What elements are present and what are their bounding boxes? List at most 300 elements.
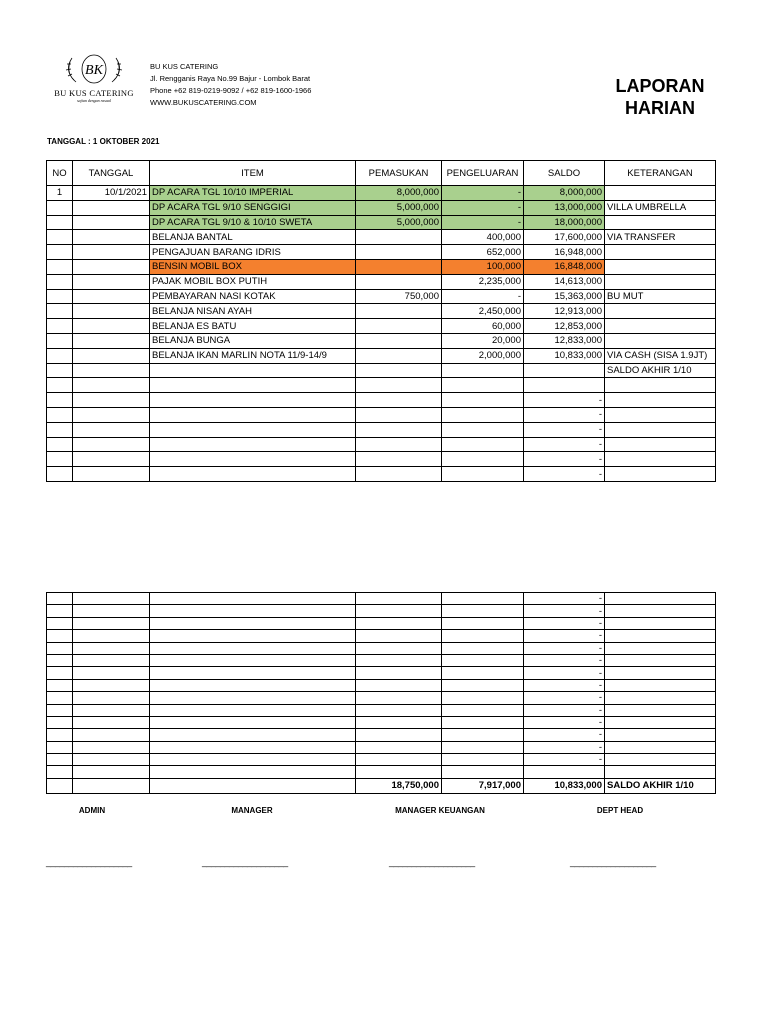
continuation-table (46, 592, 716, 794)
cell-tanggal (73, 452, 150, 467)
cell-pengeluaran (442, 593, 524, 605)
cell-pengeluaran (442, 437, 524, 452)
cell-tanggal (73, 348, 150, 363)
cell-pengeluaran (442, 654, 524, 666)
cell-item (150, 452, 356, 467)
cell-pengeluaran (442, 393, 524, 408)
cell-tanggal (73, 729, 150, 741)
cell-pengeluaran (442, 407, 524, 422)
cell-pemasukan (356, 467, 442, 482)
signature-line-dept-head: ___________________ (570, 857, 656, 867)
cell-item (150, 642, 356, 654)
cell-pemasukan (356, 333, 442, 348)
cell-saldo (524, 378, 605, 393)
table-row (47, 617, 716, 629)
cell-pengeluaran: 2,450,000 (442, 304, 524, 319)
cell-no (47, 452, 73, 467)
cell-pemasukan (356, 259, 442, 274)
cell-tanggal (73, 363, 150, 378)
cell-item (150, 593, 356, 605)
table-row (47, 716, 716, 728)
cell-tanggal (73, 679, 150, 691)
table-row (47, 289, 716, 304)
cell-pengeluaran (442, 766, 524, 778)
transaction-table (46, 160, 716, 482)
cell-pengeluaran: 652,000 (442, 245, 524, 260)
cell-item (150, 363, 356, 378)
cell-pengeluaran (442, 605, 524, 617)
cell-no (47, 407, 73, 422)
cell-item (150, 754, 356, 766)
company-logo (46, 52, 142, 104)
cell-keterangan: VIA CASH (SISA 1.9JT) (605, 348, 716, 363)
table-row (47, 467, 716, 482)
cell-pemasukan (356, 729, 442, 741)
cell-saldo: - (524, 716, 605, 728)
cell-saldo: 12,913,000 (524, 304, 605, 319)
logo-name: BU KUS CATERING (54, 88, 134, 98)
cell-no (47, 333, 73, 348)
cell-saldo: - (524, 667, 605, 679)
cell-no (47, 259, 73, 274)
cell-tanggal (73, 692, 150, 704)
cell-saldo: - (524, 630, 605, 642)
table-row (47, 186, 716, 201)
signature-label-manager-keuangan: MANAGER KEUANGAN (395, 806, 485, 815)
cell-keterangan (605, 605, 716, 617)
cell-saldo: 14,613,000 (524, 274, 605, 289)
cell-keterangan (605, 304, 716, 319)
cell-pemasukan (356, 667, 442, 679)
cell-tanggal (73, 259, 150, 274)
table-row (47, 654, 716, 666)
cell-pengeluaran: - (442, 186, 524, 201)
cell-pemasukan (356, 754, 442, 766)
cell-pengeluaran: 20,000 (442, 333, 524, 348)
cell-saldo: - (524, 729, 605, 741)
cell-pemasukan (356, 617, 442, 629)
cell-no (47, 692, 73, 704)
cell-no (47, 422, 73, 437)
cell-item (150, 605, 356, 617)
cell-keterangan (605, 593, 716, 605)
cell-item (150, 617, 356, 629)
cell-saldo: - (524, 704, 605, 716)
signature-label-admin: ADMIN (78, 806, 106, 815)
cell-item: DP ACARA TGL 9/10 & 10/10 SWETA (150, 215, 356, 230)
cell-tanggal (73, 407, 150, 422)
cell-no (47, 617, 73, 629)
signature-line-manager-keuangan: ___________________ (389, 857, 475, 867)
cell-no (47, 654, 73, 666)
cell-tanggal (73, 437, 150, 452)
cell-saldo: - (524, 605, 605, 617)
cell-saldo: - (524, 679, 605, 691)
cell-pengeluaran (442, 692, 524, 704)
cell-keterangan (605, 716, 716, 728)
cell-tanggal (73, 766, 150, 778)
cell-pengeluaran (442, 642, 524, 654)
table-row (47, 259, 716, 274)
table-row (47, 378, 716, 393)
cell-pemasukan (356, 437, 442, 452)
table-row (47, 452, 716, 467)
cell-pemasukan (356, 630, 442, 642)
cell-tanggal (73, 378, 150, 393)
cell-pemasukan (356, 593, 442, 605)
cell-item: DP ACARA TGL 10/10 IMPERIAL (150, 186, 356, 201)
cell-saldo: 10,833,000 (524, 348, 605, 363)
cell-no (47, 363, 73, 378)
total-pengeluaran: 7,917,000 (442, 778, 524, 793)
cell-keterangan (605, 667, 716, 679)
table-row (47, 245, 716, 260)
cell-pemasukan: 8,000,000 (356, 186, 442, 201)
cell-tanggal: 10/1/2021 (73, 186, 150, 201)
cell-item (150, 654, 356, 666)
cell-item: DP ACARA TGL 9/10 SENGGIGI (150, 200, 356, 215)
cell-saldo: - (524, 593, 605, 605)
cell-tanggal (73, 654, 150, 666)
cell-keterangan (605, 642, 716, 654)
cell-pemasukan (356, 452, 442, 467)
cell-saldo: - (524, 407, 605, 422)
cell-no: 1 (47, 186, 73, 201)
cell-tanggal (73, 333, 150, 348)
cell-tanggal (73, 393, 150, 408)
col-header-pengeluaran: PENGELUARAN (442, 161, 524, 186)
table-row (47, 692, 716, 704)
cell-pengeluaran (442, 363, 524, 378)
logo-monogram: BK (85, 63, 103, 78)
cell-pemasukan (356, 766, 442, 778)
cell-item (150, 393, 356, 408)
table-row (47, 437, 716, 452)
cell-keterangan (605, 729, 716, 741)
cell-no (47, 348, 73, 363)
cell-saldo: 18,000,000 (524, 215, 605, 230)
cell-no (47, 215, 73, 230)
cell-no (47, 667, 73, 679)
cell-tanggal (73, 617, 150, 629)
cell-pemasukan (356, 348, 442, 363)
table-row (47, 766, 716, 778)
cell-pemasukan (356, 716, 442, 728)
cell-saldo: - (524, 467, 605, 482)
cell-saldo: - (524, 654, 605, 666)
cell-pemasukan (356, 230, 442, 245)
cell-keterangan (605, 422, 716, 437)
cell-pemasukan: 5,000,000 (356, 215, 442, 230)
total-saldo: 10,833,000 (524, 778, 605, 793)
cell-saldo: 15,363,000 (524, 289, 605, 304)
table-row (47, 333, 716, 348)
cell-no (47, 289, 73, 304)
cell-no (47, 630, 73, 642)
cell-pemasukan: 750,000 (356, 289, 442, 304)
cell-no (47, 467, 73, 482)
cell-tanggal (73, 667, 150, 679)
table-header-row (47, 161, 716, 186)
cell-no (47, 754, 73, 766)
table-row (47, 593, 716, 605)
cell-pemasukan (356, 378, 442, 393)
cell-keterangan (605, 186, 716, 201)
table-row (47, 407, 716, 422)
cell-saldo: 17,600,000 (524, 230, 605, 245)
cell-pengeluaran (442, 729, 524, 741)
cell-pengeluaran (442, 452, 524, 467)
cell-keterangan: SALDO AKHIR 1/10 (605, 363, 716, 378)
cell-item: PAJAK MOBIL BOX PUTIH (150, 274, 356, 289)
cell-item (150, 766, 356, 778)
cell-pemasukan: 5,000,000 (356, 200, 442, 215)
cell-pemasukan (356, 393, 442, 408)
table-row (47, 215, 716, 230)
cell-tanggal (73, 274, 150, 289)
col-header-no: NO (47, 161, 73, 186)
cell-pengeluaran: 100,000 (442, 259, 524, 274)
cell-tanggal (73, 754, 150, 766)
table-row (47, 422, 716, 437)
cell-tanggal (73, 716, 150, 728)
cell-keterangan (605, 378, 716, 393)
cell-pemasukan (356, 605, 442, 617)
table-row (47, 304, 716, 319)
cell-keterangan (605, 654, 716, 666)
cell-pengeluaran: - (442, 200, 524, 215)
cell-saldo: 16,848,000 (524, 259, 605, 274)
col-header-tanggal: TANGGAL (73, 161, 150, 186)
cell-item (150, 437, 356, 452)
cell-item: BELANJA NISAN AYAH (150, 304, 356, 319)
table-row (47, 642, 716, 654)
cell-pemasukan (356, 679, 442, 691)
cell-pengeluaran: 60,000 (442, 319, 524, 334)
company-phone: Phone +62 819-0219-9092 / +62 819-1600-1966 (150, 86, 312, 95)
table-row (47, 348, 716, 363)
cell-pengeluaran (442, 422, 524, 437)
company-info (150, 61, 311, 109)
cell-pemasukan (356, 274, 442, 289)
cell-keterangan (605, 245, 716, 260)
total-keterangan: SALDO AKHIR 1/10 (605, 778, 716, 793)
logo-tagline: sajian dengan rasaal (77, 98, 111, 103)
cell-pengeluaran: 2,235,000 (442, 274, 524, 289)
cell-keterangan (605, 333, 716, 348)
cell-pemasukan (356, 245, 442, 260)
cell-no (47, 304, 73, 319)
cell-saldo: 8,000,000 (524, 186, 605, 201)
cell-no (47, 437, 73, 452)
cell-tanggal (73, 605, 150, 617)
cell-pengeluaran (442, 617, 524, 629)
cell-saldo: - (524, 437, 605, 452)
cell-keterangan: VIA TRANSFER (605, 230, 716, 245)
cell-item (150, 407, 356, 422)
cell-no (47, 766, 73, 778)
cell-saldo: - (524, 452, 605, 467)
cell-keterangan (605, 630, 716, 642)
cell-no (47, 704, 73, 716)
cell-pemasukan (356, 704, 442, 716)
cell-pengeluaran (442, 716, 524, 728)
cell-tanggal (73, 467, 150, 482)
report-title-line1: LAPORAN (615, 76, 705, 96)
cell-keterangan (605, 766, 716, 778)
cell-no (47, 319, 73, 334)
cell-keterangan (605, 437, 716, 452)
cell-item (150, 704, 356, 716)
table-row (47, 605, 716, 617)
col-header-saldo: SALDO (524, 161, 605, 186)
signature-line-admin: ___________________ (46, 857, 132, 867)
cell-keterangan (605, 467, 716, 482)
cell-saldo (524, 766, 605, 778)
cell-tanggal (73, 215, 150, 230)
cell-item: BELANJA BUNGA (150, 333, 356, 348)
cell-keterangan: VILLA UMBRELLA (605, 200, 716, 215)
table-row (47, 741, 716, 753)
cell-tanggal (73, 422, 150, 437)
table-row (47, 667, 716, 679)
cell-pengeluaran (442, 378, 524, 393)
cell-pemasukan (356, 407, 442, 422)
cell-saldo (524, 363, 605, 378)
cell-tanggal (73, 200, 150, 215)
cell-no (47, 245, 73, 260)
cell-item (150, 630, 356, 642)
cell-pengeluaran (442, 704, 524, 716)
cell-keterangan (605, 754, 716, 766)
signature-label-manager: MANAGER (231, 806, 273, 815)
table-row (47, 230, 716, 245)
company-name: BU KUS CATERING (150, 62, 219, 71)
cell-keterangan: BU MUT (605, 289, 716, 304)
cell-pemasukan (356, 692, 442, 704)
cell-item (150, 378, 356, 393)
cell-no (47, 679, 73, 691)
cell-keterangan (605, 692, 716, 704)
cell-item: BELANJA BANTAL (150, 230, 356, 245)
cell-item (150, 467, 356, 482)
report-date: TANGGAL : 1 OKTOBER 2021 (47, 137, 160, 146)
cell-tanggal (73, 630, 150, 642)
cell-tanggal (73, 230, 150, 245)
cell-item (150, 667, 356, 679)
cell-keterangan (605, 679, 716, 691)
table-row (47, 274, 716, 289)
cell-pengeluaran: - (442, 215, 524, 230)
company-address: Jl. Rengganis Raya No.99 Bajur - Lombok Barat (150, 74, 311, 83)
cell-pemasukan (356, 319, 442, 334)
cell-no (47, 741, 73, 753)
cell-item: PENGAJUAN BARANG IDRIS (150, 245, 356, 260)
signature-line-manager: ___________________ (202, 857, 288, 867)
cell-no (47, 200, 73, 215)
totals-row (47, 778, 716, 793)
company-website: WWW.BUKUSCATERING.COM (150, 98, 257, 107)
cell-no (47, 605, 73, 617)
table-row (47, 754, 716, 766)
cell-item (150, 692, 356, 704)
cell-item: BENSIN MOBIL BOX (150, 259, 356, 274)
col-header-keterangan: KETERANGAN (605, 161, 716, 186)
cell-keterangan (605, 452, 716, 467)
cell-saldo: 16,948,000 (524, 245, 605, 260)
cell-pengeluaran (442, 467, 524, 482)
cell-pemasukan (356, 642, 442, 654)
cell-item: BELANJA ES BATU (150, 319, 356, 334)
cell-no (47, 230, 73, 245)
cell-saldo: - (524, 692, 605, 704)
cell-no (47, 593, 73, 605)
table-row (47, 363, 716, 378)
cell-saldo: - (524, 393, 605, 408)
table-row (47, 704, 716, 716)
cell-pemasukan (356, 741, 442, 753)
cell-no (47, 642, 73, 654)
cell-item: PEMBAYARAN NASI KOTAK (150, 289, 356, 304)
cell-keterangan (605, 704, 716, 716)
cell-keterangan (605, 259, 716, 274)
signature-label-dept-head: DEPT HEAD (596, 806, 644, 815)
cell-item (150, 679, 356, 691)
cell-keterangan (605, 407, 716, 422)
table-row (47, 200, 716, 215)
cell-saldo: 12,853,000 (524, 319, 605, 334)
cell-keterangan (605, 274, 716, 289)
cell-no (47, 378, 73, 393)
cell-no (47, 274, 73, 289)
cell-no (47, 393, 73, 408)
cell-tanggal (73, 642, 150, 654)
logo-emblem-icon (46, 52, 142, 90)
cell-pemasukan (356, 304, 442, 319)
cell-item (150, 741, 356, 753)
cell-item (150, 422, 356, 437)
cell-saldo: - (524, 754, 605, 766)
cell-saldo: - (524, 617, 605, 629)
cell-no (47, 729, 73, 741)
cell-saldo: - (524, 642, 605, 654)
cell-item (150, 729, 356, 741)
cell-keterangan (605, 741, 716, 753)
cell-pengeluaran: 2,000,000 (442, 348, 524, 363)
cell-no (47, 716, 73, 728)
cell-tanggal (73, 704, 150, 716)
cell-pengeluaran: 400,000 (442, 230, 524, 245)
cell-tanggal (73, 741, 150, 753)
cell-keterangan (605, 319, 716, 334)
cell-pemasukan (356, 654, 442, 666)
cell-pemasukan (356, 363, 442, 378)
cell-keterangan (605, 617, 716, 629)
cell-item (150, 716, 356, 728)
cell-pengeluaran (442, 630, 524, 642)
cell-tanggal (73, 289, 150, 304)
cell-keterangan (605, 393, 716, 408)
cell-item: BELANJA IKAN MARLIN NOTA 11/9-14/9 (150, 348, 356, 363)
cell-saldo: - (524, 422, 605, 437)
table-row (47, 630, 716, 642)
table-row (47, 679, 716, 691)
cell-saldo: 13,000,000 (524, 200, 605, 215)
cell-pengeluaran (442, 667, 524, 679)
total-pemasukan: 18,750,000 (356, 778, 442, 793)
cell-tanggal (73, 245, 150, 260)
cell-tanggal (73, 593, 150, 605)
